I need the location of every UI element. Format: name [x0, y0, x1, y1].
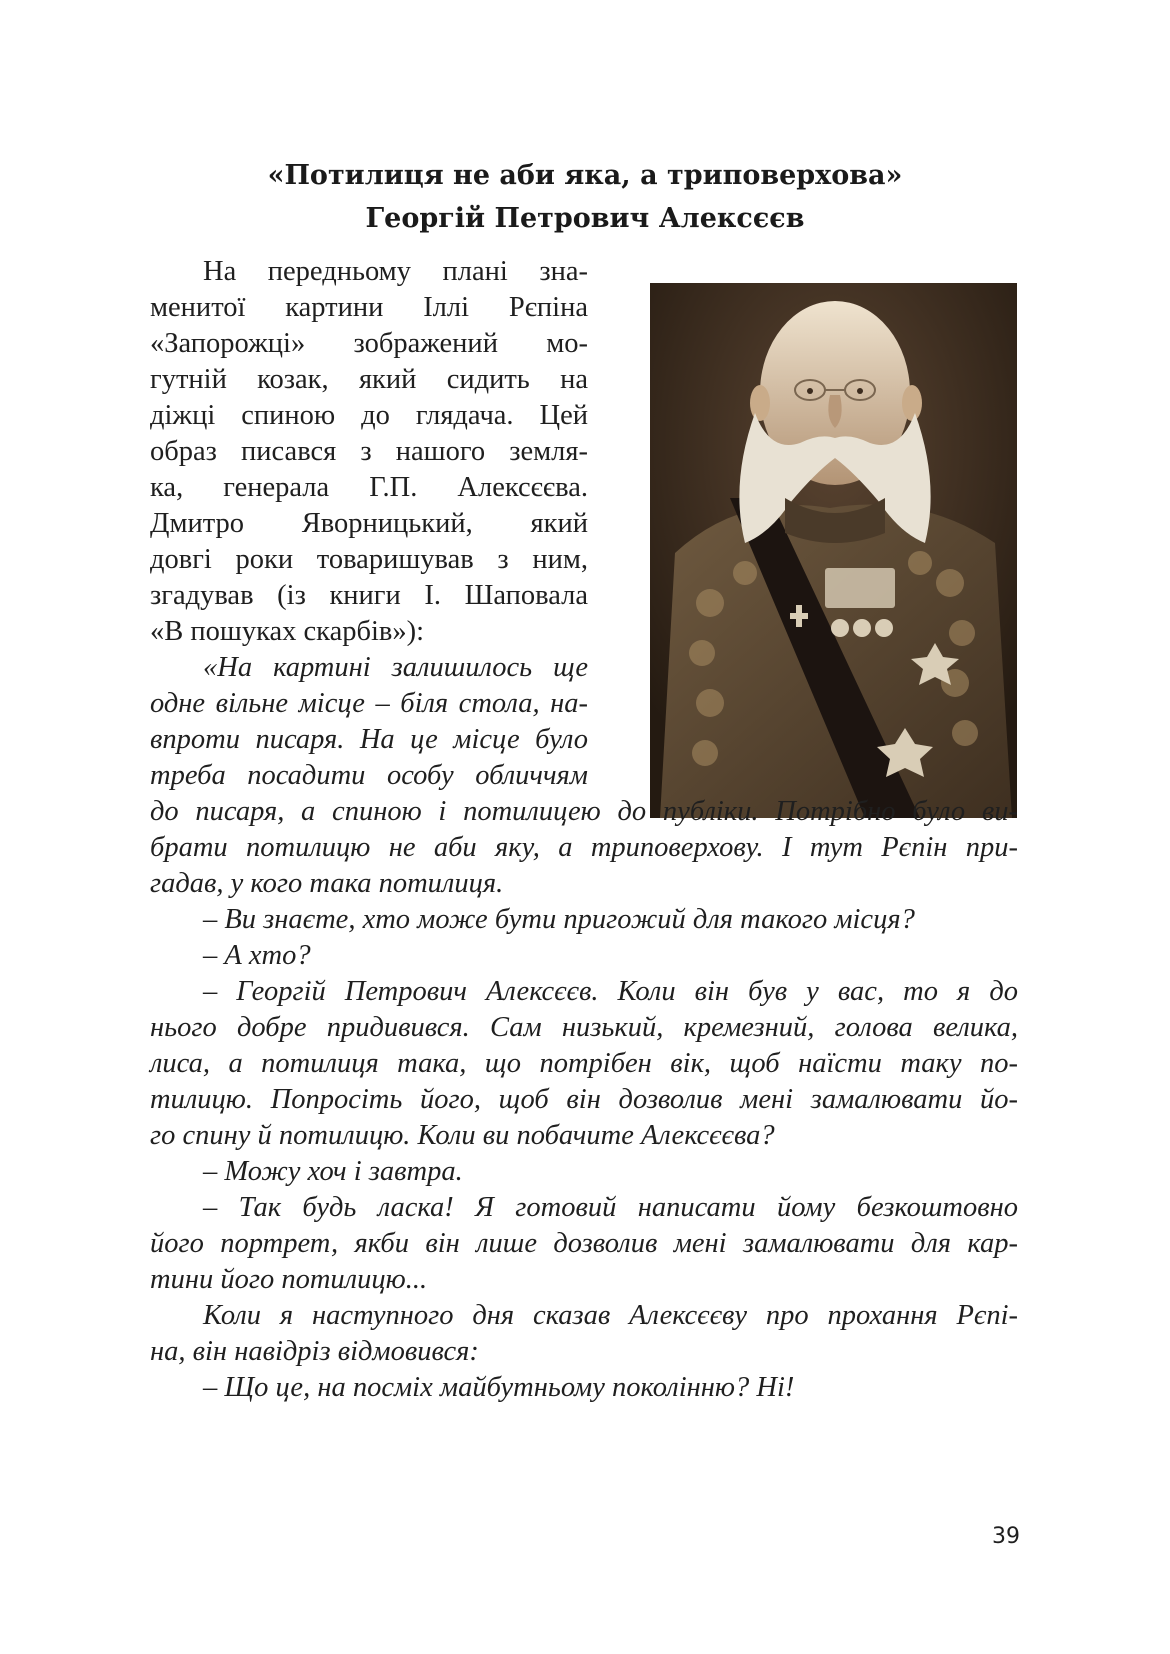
quote-line: його портрет, якби він лише дозволив мені замалювати для кар-	[150, 1228, 1018, 1259]
text-line: довгі роки товаришував з ним,	[150, 544, 588, 575]
quote-line: до писаря, а спиною і потилицею до публіки. Потрібно було ви-	[150, 796, 1018, 827]
quote-line: го спину й потилицю. Коли ви побачите Алексєєва?	[150, 1120, 775, 1151]
quote-line: Коли я наступного дня сказав Алексєєву про прохання Рєпі-	[203, 1300, 1018, 1331]
quote-line: тилицю. Попросіть його, щоб він дозволив мені замалювати йо-	[150, 1084, 1018, 1115]
quote-line: лиса, а потилиця така, що потрібен вік, щоб наїсти таку по-	[150, 1048, 1018, 1079]
quote-line: брати потилицю не аби яку, а триповерхову. І тут Рєпін при-	[150, 832, 1018, 863]
text-line: Дмитро Яворницький, який	[150, 508, 588, 539]
text-line: менитої картини Іллі Рєпіна	[150, 292, 588, 323]
portrait-photo	[650, 283, 1017, 818]
quote-line: впроти писаря. На це місце було	[150, 724, 588, 755]
text-line: «В пошуках скарбів»):	[150, 616, 425, 647]
quote-line: «На картині залишилось ще	[203, 652, 588, 683]
text-line: діжці спиною до глядача. Цей	[150, 400, 588, 431]
chapter-title: «Потилиця не аби яка, а триповерхова»	[267, 160, 903, 191]
quote-line: – Що це, на посміх майбутньому поколінню? Ні!	[203, 1372, 795, 1403]
quote-line: тини його потилицю...	[150, 1264, 428, 1295]
text-line: «Запорожці» зображений мо-	[150, 328, 588, 359]
quote-line: на, він навідріз відмовився:	[150, 1336, 479, 1367]
quote-line: – Можу хоч і завтра.	[203, 1156, 463, 1187]
quote-line: – Ви знаєте, хто може бути пригожий для такого місця?	[203, 904, 915, 935]
text-line: згадував (із книги І. Шаповала	[150, 580, 588, 611]
quote-line: – А хто?	[203, 940, 311, 971]
quote-line: – Георгій Петрович Алексєєв. Коли він був у вас, то я до	[203, 976, 1018, 1007]
chapter-subtitle: Георгій Петрович Алексєєв	[365, 203, 805, 234]
text-line: образ писався з нашого земля-	[150, 436, 588, 467]
quote-line: – Так будь ласка! Я готовий написати йому безкоштовно	[203, 1192, 1018, 1223]
page-number: 39	[992, 1524, 1020, 1549]
text-line: ка, генерала Г.П. Алексєєва.	[150, 472, 588, 503]
quote-line: одне вільне місце – біля стола, на-	[150, 688, 588, 719]
quote-line: треба посадити особу обличчям	[150, 760, 588, 791]
quote-line: нього добре придивився. Сам низький, кремезний, голова велика,	[150, 1012, 1018, 1043]
text-line: гутній козак, який сидить на	[150, 364, 588, 395]
quote-line: гадав, у кого така потилиця.	[150, 868, 504, 899]
text-line: На передньому плані зна-	[203, 256, 588, 287]
